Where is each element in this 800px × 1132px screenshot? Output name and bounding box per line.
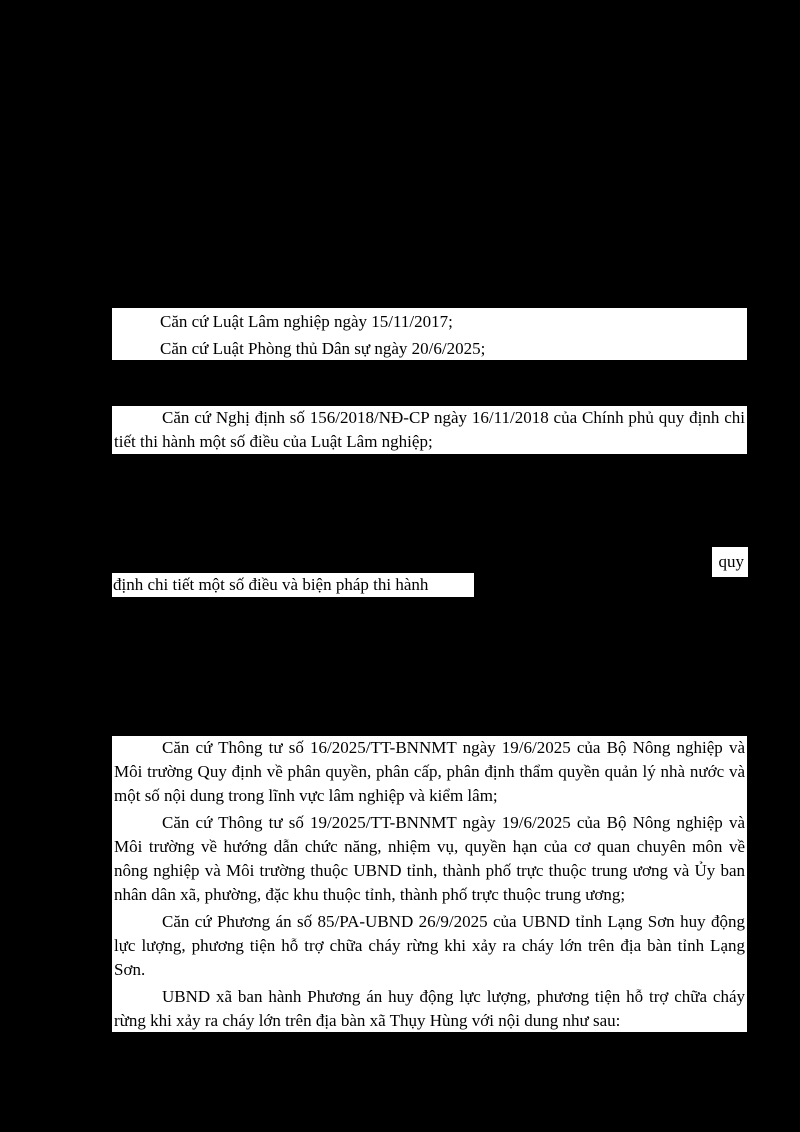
basis-civil-defense-law: Căn cứ Luật Phòng thủ Dân sự ngày 20/6/2025; bbox=[160, 339, 486, 358]
legal-basis-block-decree bbox=[112, 406, 747, 454]
basis-circular-16: Căn cứ Thông tư số 16/2025/TT-BNNMT ngày 19/6/2025 của Bộ Nông nghiệp và Môi trường Quy định về phân quyền, phân cấp, phân định thẩm quyền quản lý nhà nước và một số nội dung trong lĩnh vực lâm nghiệp và kiểm lâm; bbox=[114, 738, 745, 805]
legal-basis-block-circulars bbox=[112, 736, 747, 1032]
fragment-word: quy bbox=[718, 552, 744, 571]
redacted-fragment-right bbox=[712, 547, 748, 577]
legal-basis-block-laws bbox=[112, 308, 747, 360]
basis-decree-156: Căn cứ Nghị định số 156/2018/NĐ-CP ngày 16/11/2018 của Chính phủ quy định chi tiết thi hành một số điều của Luật Lâm nghiệp; bbox=[114, 408, 745, 451]
basis-plan-85: Căn cứ Phương án số 85/PA-UBND 26/9/2025 của UBND tỉnh Lạng Sơn huy động lực lượng, phương tiện hỗ trợ chữa cháy rừng khi xảy ra cháy lớn trên địa bàn tỉnh Lạng Sơn. bbox=[114, 912, 745, 979]
basis-circular-19: Căn cứ Thông tư số 19/2025/TT-BNNMT ngày 19/6/2025 của Bộ Nông nghiệp và Môi trường về hướng dẫn chức năng, nhiệm vụ, quyền hạn của cơ quan chuyên môn về nông nghiệp và Môi trường thuộc UBND tỉnh, thành phố trực thuộc trung ương và Ủy ban nhân dân xã, phường, đặc khu thuộc tỉnh, thành phố trực thuộc trung ương; bbox=[114, 813, 745, 904]
fragment-text: định chi tiết một số điều và biện pháp thi hành bbox=[113, 575, 429, 594]
basis-forestry-law: Căn cứ Luật Lâm nghiệp ngày 15/11/2017; bbox=[160, 312, 453, 331]
redacted-fragment-line bbox=[112, 573, 474, 597]
issuance-statement: UBND xã ban hành Phương án huy động lực lượng, phương tiện hỗ trợ chữa cháy rừng khi xảy ra cháy lớn trên địa bàn xã Thụy Hùng với nội dung như sau: bbox=[114, 987, 745, 1030]
